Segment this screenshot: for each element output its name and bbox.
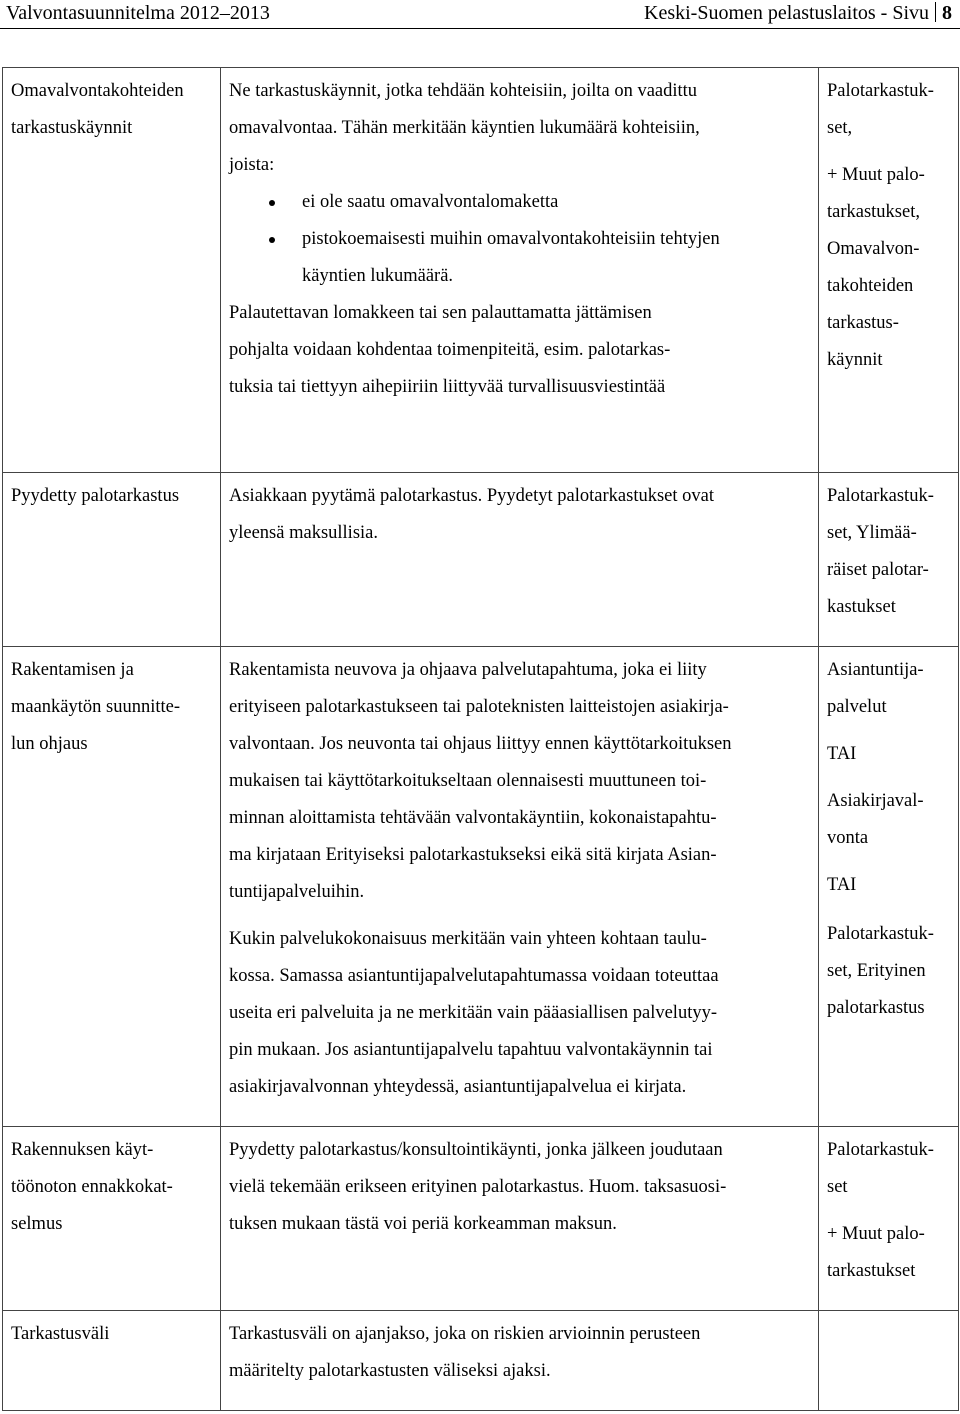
- description-line: ma kirjataan Erityiseksi palotarkastukseksi eikä sitä kirjata Asian-: [229, 845, 717, 865]
- description-line: kossa. Samassa asiantuntijapalvelutapahtumassa voidaan toteuttaa: [229, 966, 719, 986]
- term-line: tarkastuskäynnit: [11, 118, 133, 138]
- bullet-text: pistokoemaisesti muihin omavalvontakohteisiin tehtyjen: [302, 229, 720, 249]
- description-line: tuksen mukaan tästä voi periä korkeamman maksun.: [229, 1214, 617, 1234]
- table-row: [3, 647, 959, 1127]
- category-line: Palotarkastuk-: [827, 924, 934, 944]
- bullet-text: käyntien lukumäärä.: [302, 266, 454, 286]
- description-line: Asiakkaan pyytämä palotarkastus. Pyydetyt palotarkastukset ovat: [229, 486, 714, 506]
- description-line: tuntijapalveluihin.: [229, 882, 365, 902]
- category-line: set, Ylimää-: [827, 523, 917, 543]
- term-line: Omavalvontakohteiden: [11, 81, 184, 101]
- category-line: TAI: [827, 744, 857, 764]
- category-line: Omavalvon-: [827, 239, 920, 259]
- header-right: [644, 0, 952, 26]
- paragraph-gap: [229, 911, 810, 921]
- list-item: [229, 184, 810, 221]
- category-cell: [819, 473, 959, 647]
- term-line: töönoton ennakkokat-: [11, 1177, 173, 1197]
- term-cell: [3, 1127, 221, 1311]
- category-line: tarkastukset,: [827, 202, 920, 222]
- term-line: Rakennuksen käyt-: [11, 1140, 154, 1160]
- category-line: käynnit: [827, 350, 883, 370]
- description-line: pohjalta voidaan kohdentaa toimenpiteitä, esim. palotarkas-: [229, 340, 671, 360]
- category-line: räiset palotar-: [827, 560, 929, 580]
- term-line: lun ohjaus: [11, 734, 88, 754]
- description-line: erityiseen palotarkastukseen tai paloteknisten laitteistojen asiakirja-: [229, 697, 729, 717]
- document-title: Valvontasuunnitelma 2012–2013: [6, 2, 270, 24]
- description-line: useita eri palveluita ja ne merkitään vain pääasiallisen palvelutyy-: [229, 1003, 718, 1023]
- description-line: Palautettavan lomakkeen tai sen palauttamatta jättämisen: [229, 303, 652, 323]
- description-line: asiakirjavalvonnan yhteydessä, asiantuntijapalvelua ei kirjata.: [229, 1077, 687, 1097]
- organization-page-label: Keski-Suomen pelastuslaitos - Sivu: [644, 2, 929, 24]
- description-line: vielä tekemään erikseen erityinen palotarkastus. Huom. taksasuosi-: [229, 1177, 727, 1197]
- category-line: Asiantuntija-: [827, 660, 924, 680]
- description-line: Kukin palvelukokonaisuus merkitään vain yhteen kohtaan taulu-: [229, 929, 707, 949]
- category-line: Asiakirjaval-: [827, 791, 924, 811]
- description-line: mukaisen tai käyttötarkoitukseltaan olennaisesti muuttuneen toi-: [229, 771, 707, 791]
- term-line: Rakentamisen ja: [11, 660, 134, 680]
- table-row: [3, 473, 959, 647]
- category-line: Palotarkastuk-: [827, 1140, 934, 1160]
- category-line: tarkastus-: [827, 313, 899, 333]
- category-cell: [819, 1127, 959, 1311]
- description-line: joista:: [229, 155, 275, 175]
- table-row: [3, 1311, 959, 1411]
- description-line: tuksia tai tiettyyn aihepiiriin liittyvää turvallisuusviestintää: [229, 377, 666, 397]
- definitions-table: [2, 67, 959, 1411]
- description-cell: [221, 68, 819, 473]
- category-cell: [819, 647, 959, 1127]
- term-line: Pyydetty palotarkastus: [11, 486, 180, 506]
- description-line: yleensä maksullisia.: [229, 523, 378, 543]
- category-line: + Muut palo-: [827, 1224, 925, 1244]
- category-line: Palotarkastuk-: [827, 486, 934, 506]
- category-line: kastukset: [827, 597, 896, 617]
- bullet-list: [229, 184, 810, 295]
- description-cell: [221, 1311, 819, 1411]
- description-line: Pyydetty palotarkastus/konsultointikäynti, jonka jälkeen joudutaan: [229, 1140, 723, 1160]
- description-line: minnan aloittamista tehtävään valvontakäyntiin, kokonaistapahtu-: [229, 808, 717, 828]
- term-cell: [3, 473, 221, 647]
- category-line: palotarkastus: [827, 998, 925, 1018]
- bullet-icon: [269, 237, 275, 243]
- description-cell: [221, 647, 819, 1127]
- category-line: Palotarkastuk-: [827, 81, 934, 101]
- description-line: valvontaan. Jos neuvonta tai ohjaus liittyy ennen käyttötarkoituksen: [229, 734, 732, 754]
- list-item: [229, 221, 810, 295]
- category-cell: [819, 68, 959, 473]
- category-line: set, Erityinen: [827, 961, 926, 981]
- page-number: 8: [942, 2, 952, 24]
- table-row: [3, 68, 959, 473]
- category-line: set,: [827, 118, 853, 138]
- header-rule: [0, 28, 960, 29]
- description-paragraph: [229, 921, 810, 1106]
- category-line: vonta: [827, 828, 869, 848]
- description-paragraph: [229, 652, 810, 911]
- description-line: määritelty palotarkastusten väliseksi ajaksi.: [229, 1361, 551, 1381]
- term-line: Tarkastusväli: [11, 1324, 110, 1344]
- category-line: set: [827, 1177, 848, 1197]
- category-line: TAI: [827, 875, 857, 895]
- description-line: Ne tarkastuskäynnit, jotka tehdään kohteisiin, joilta on vaadittu: [229, 81, 698, 101]
- term-line: maankäytön suunnitte-: [11, 697, 181, 717]
- description-line: Rakentamista neuvova ja ohjaava palvelutapahtuma, joka ei liity: [229, 660, 707, 680]
- term-line: selmus: [11, 1214, 63, 1234]
- term-cell: [3, 1311, 221, 1411]
- category-cell: [819, 1311, 959, 1411]
- description-line: omavalvontaa. Tähän merkitään käyntien lukumäärä kohteisiin,: [229, 118, 700, 138]
- description-line: pin mukaan. Jos asiantuntijapalvelu tapahtuu valvontakäynnin tai: [229, 1040, 713, 1060]
- category-line: takohteiden: [827, 276, 914, 296]
- description-cell: [221, 473, 819, 647]
- term-cell: [3, 68, 221, 473]
- header-separator: [935, 2, 936, 22]
- description-cell: [221, 1127, 819, 1311]
- category-line: palvelut: [827, 697, 887, 717]
- bullet-text: ei ole saatu omavalvontalomaketta: [302, 192, 559, 212]
- page-header: [0, 0, 960, 30]
- bullet-icon: [269, 200, 275, 206]
- category-line: + Muut palo-: [827, 165, 925, 185]
- category-line: tarkastukset: [827, 1261, 916, 1281]
- term-cell: [3, 647, 221, 1127]
- table-row: [3, 1127, 959, 1311]
- description-line: Tarkastusväli on ajanjakso, joka on riskien arvioinnin perusteen: [229, 1324, 701, 1344]
